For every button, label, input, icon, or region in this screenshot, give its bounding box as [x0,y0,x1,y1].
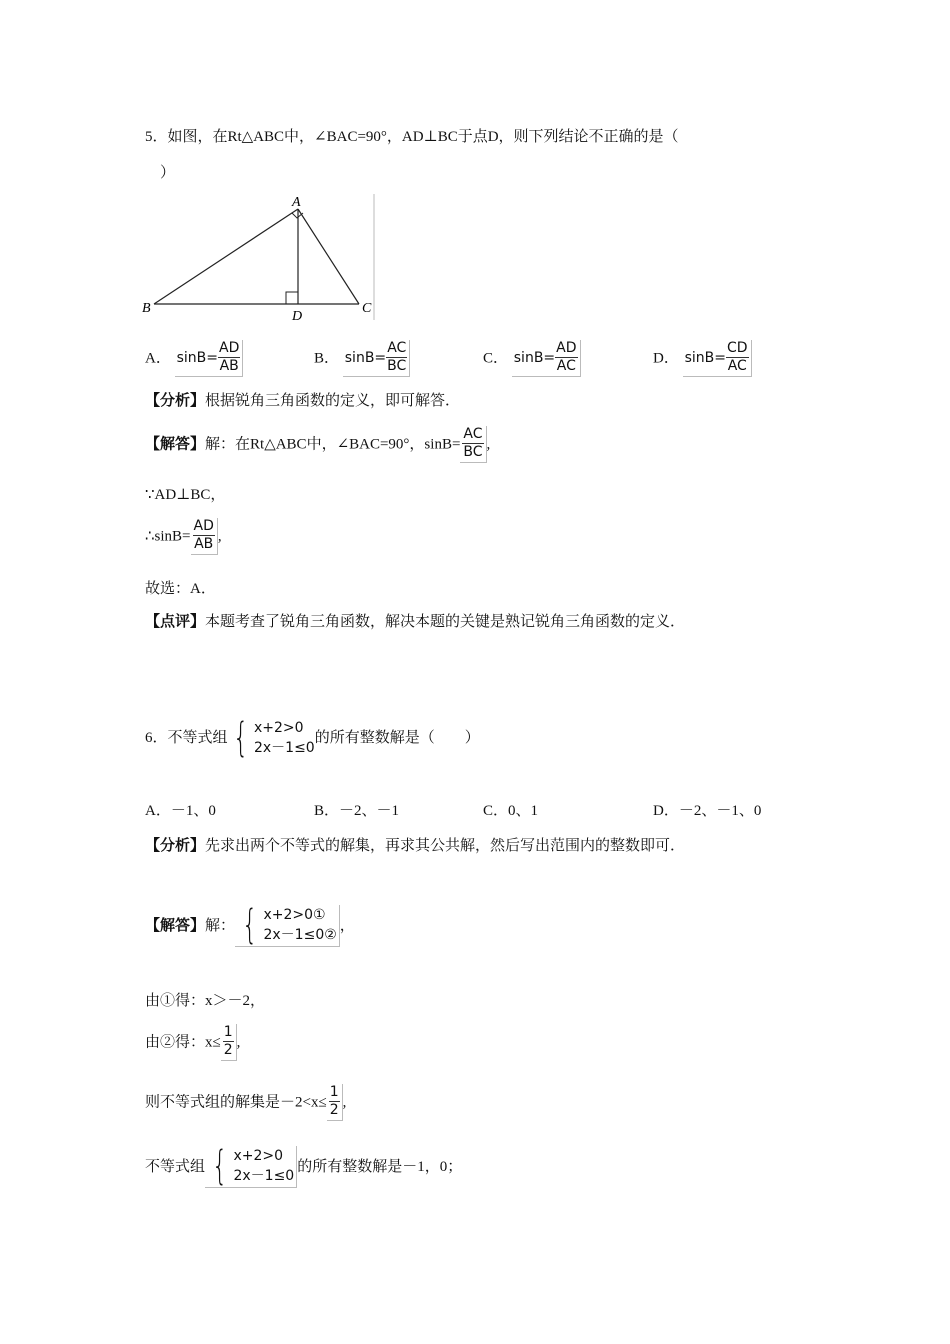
q5-option-a[interactable]: A． sinB= $\frac{AD}{AB}$ [145,340,243,377]
q6-solution: 【解答】解： { x+2>0① 2x－1≤0② ， [145,902,355,948]
q5-choose: 故选：A． [145,581,216,597]
q6-stem: 6．不等式组 { x+2>0 2x－1≤0 的所有整数解是（ ） [145,715,480,761]
label-b: B [142,301,151,316]
q6-step3: 则不等式组的解集是－2<x≤ $\frac{1}{2}$ , [145,1084,346,1121]
q6-option-b[interactable]: B．－2、－1 [314,803,400,819]
q5-option-d[interactable]: D． sinB= $\frac{CD}{AC}$ [653,340,752,377]
q6-step4: 不等式组 { x+2>0 2x－1≤0 的所有整数解是－1，0； [145,1143,463,1189]
q5-option-c[interactable]: C． sinB= $\frac{AD}{AC}$ [483,340,581,377]
q6-step4-system: { x+2>0 2x－1≤0 [205,1146,297,1188]
q6-step1: 由①得：x＞－2， [145,993,266,1009]
q5-stem: 5．如图，在Rt△ABC中，∠BAC=90°，AD⊥BC于点D，则下列结论不正确的是（ [145,129,679,145]
q6-analysis: 【分析】先求出两个不等式的解集，再求其公共解，然后写出范围内的整数即可． [145,838,686,854]
label-d: D [292,309,303,324]
q5-option-b[interactable]: B． sinB= $\frac{AC}{BC}$ [314,340,410,377]
segment-ac [298,209,359,304]
q5-triangle-figure [140,192,380,324]
q5-solution: 【解答】解：在Rt△ABC中，∠BAC=90°，sinB= $\frac{AC}{BC}$ , [145,426,490,463]
q5-comment: 【点评】本题考查了锐角三角函数，解决本题的关键是熟记锐角三角函数的定义． [145,614,686,630]
q6-step2: 由②得：x≤ $\frac{1}{2}$ , [145,1024,240,1061]
q6-option-d[interactable]: D．－2、－1、0 [653,803,762,819]
label-c: C [362,301,372,316]
q5-analysis: 【分析】根据锐角三角函数的定义，即可解答． [145,393,461,409]
q5-therefore: ∴sinB= $\frac{AD}{AB}$ , [145,518,222,555]
q5-because: ∵AD⊥BC， [145,487,226,503]
segment-ab [154,209,298,304]
q6-inequality-system: { x+2>0 2x－1≤0 [232,715,315,761]
q6-option-c[interactable]: C．0、1 [483,803,539,819]
right-angle-mark-d [286,292,298,304]
label-a: A [292,195,301,210]
q6-option-a[interactable]: A．－1、0 [145,803,216,819]
q5-stem-close: ） [160,165,176,181]
q6-solution-system: { x+2>0① 2x－1≤0② [235,905,340,947]
